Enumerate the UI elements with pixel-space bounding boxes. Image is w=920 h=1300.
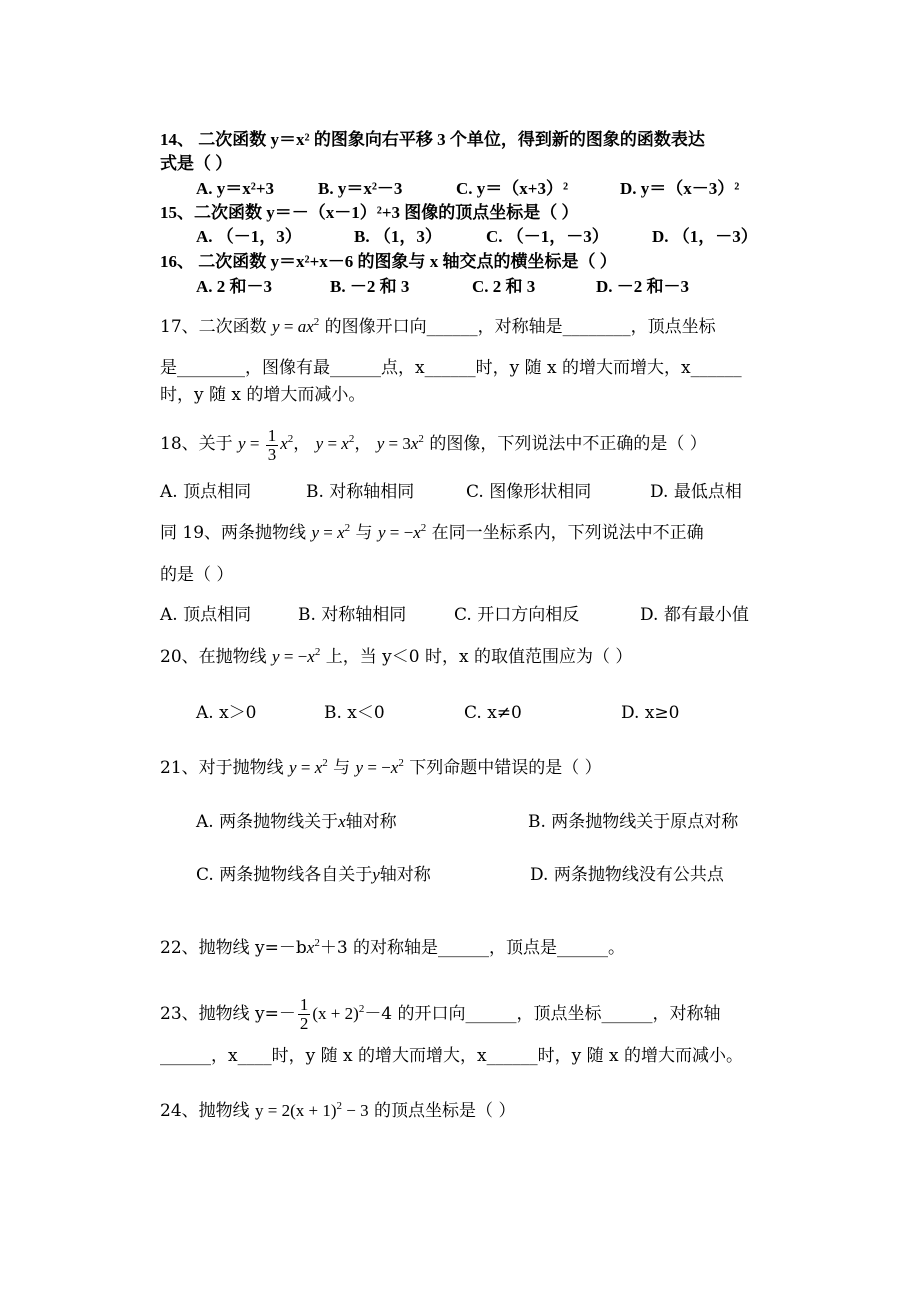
q22-line1: [160, 937, 625, 959]
q15-option-b: B. （1，3）: [354, 227, 442, 246]
q20-option-c: C. x≠0: [464, 703, 522, 723]
q21-prefix: 21、对于抛物线: [160, 758, 284, 778]
q18-fraction-numerator: 1: [267, 425, 277, 445]
q18-option-a: A. 顶点相同: [160, 482, 252, 502]
q15-option-c: C. （－1，－3）: [486, 227, 609, 246]
q20-option-d: D. x≥0: [621, 703, 680, 723]
q21-option-c-prefix: C. 两条抛物线各自关于: [196, 865, 373, 885]
q21-option-a-prefix: A. 两条抛物线关于: [196, 812, 339, 832]
q20-prefix: 20、在抛物线: [160, 647, 267, 667]
q24-equation-part1: y = 2(x + 1): [255, 1101, 337, 1120]
q19-and: 与: [355, 523, 373, 543]
q21-text: 下列命题中错误的是（ ）: [409, 758, 602, 778]
q16-option-c: C. 2 和 3: [472, 277, 536, 296]
q23-fraction-numerator: 1: [299, 995, 309, 1014]
q19-option-c: C. 开口方向相反: [454, 605, 580, 625]
q24-equation-part2: − 3: [346, 1101, 369, 1120]
q22-prefix: 22、抛物线 y=－b: [160, 938, 307, 958]
q18-fraction-denominator: 3: [267, 444, 277, 464]
q23-text: －4 的开口向______，顶点坐标______，对称轴: [364, 1004, 721, 1024]
q18-equation-2: $y = x^2$: [315, 433, 355, 453]
q14-option-b: B. y＝x²－3: [318, 179, 403, 198]
q18-equation-3: $y = 3x^2$: [376, 433, 424, 453]
q21-option-a-suffix: 轴对称: [345, 812, 397, 832]
q14-line1: 14、 二次函数 y＝x² 的图象向右平移 3 个单位，得到新的图象的函数表达: [160, 130, 705, 149]
q24-line1: [160, 1100, 515, 1122]
q22-equation: $x^2$: [306, 937, 320, 957]
q18-text: 的图像，下列说法中不正确的是（ ）: [429, 434, 707, 454]
q14-option-d: D. y＝（x－3）²: [620, 179, 740, 198]
q19-line2: 的是（ ）: [160, 565, 234, 585]
q23-equation-body: (x + 2): [312, 1004, 359, 1023]
q21-equation-2: $y = -x^2$: [355, 757, 404, 777]
q23-line1: [160, 994, 721, 1034]
q16-option-a: A. 2 和－3: [196, 277, 273, 296]
q20-option-a: A. x＞0: [196, 703, 257, 723]
q19-option-b: B. 对称轴相同: [298, 605, 407, 625]
q19-line1: [160, 522, 704, 544]
q23-fraction-denominator: 2: [299, 1014, 309, 1033]
q16-option-b: B. －2 和 3: [330, 277, 410, 296]
q21-line1: [160, 757, 602, 779]
q14-line2: 式是（ ）: [160, 154, 233, 173]
q19-option-d: D. 都有最小值: [640, 605, 749, 625]
q17-line2: 是________，图像有最______点，x______时，y 随 x 的增大而增大，x______: [160, 358, 742, 378]
q16-line1: 16、 二次函数 y＝x²+x－6 的图象与 x 轴交点的横坐标是（ ）: [160, 252, 617, 271]
q17-line1: [160, 316, 716, 338]
q20-equation: $y = -x^2$: [272, 646, 321, 666]
q17-equation: $y = ax^2$: [272, 316, 320, 336]
q15-option-a: A. （－1，3）: [196, 227, 302, 246]
q18-prefix: 18、关于: [160, 434, 233, 454]
q17-line3: 时，y 随 x 的增大而减小。: [160, 385, 366, 405]
q15-line1: 15、二次函数 y＝－（x－1）²+3 图像的顶点坐标是（ ）: [160, 203, 579, 222]
q21-option-c-suffix: 轴对称: [379, 865, 431, 885]
q24-equation: $y = 2(x + 1)^2 - 3$: [255, 1100, 369, 1120]
q23-fraction: [298, 996, 311, 1033]
q18-option-b: B. 对称轴相同: [306, 482, 415, 502]
q22-text: ＋3 的对称轴是______，顶点是______。: [319, 938, 626, 958]
q15-option-d: D. （1，－3）: [652, 227, 758, 246]
q20-text: 上，当 y＜0 时，x 的取值范围应为（ ）: [325, 647, 633, 667]
q19-equation-2: $y = -x^2$: [377, 522, 427, 542]
q21-option-a: [196, 811, 397, 833]
q21-option-d: D. 两条抛物线没有公共点: [530, 865, 724, 885]
q21-option-b: B. 两条抛物线关于原点对称: [528, 812, 739, 832]
q19-text: 在同一坐标系内，下列说法中不正确: [431, 523, 704, 543]
q21-option-c-var: y: [372, 865, 380, 884]
q23-equation: $(x + 2)^2$: [312, 1003, 365, 1023]
q18-option-d: D. 最低点相: [650, 482, 742, 502]
q24-text: 的顶点坐标是（ ）: [374, 1101, 516, 1121]
q19-option-a: A. 顶点相同: [160, 605, 252, 625]
q14-option-c: C. y＝（x+3）²: [456, 179, 569, 198]
q17-prefix: 17、二次函数: [160, 317, 267, 337]
q14-option-a: A. y＝x²+3: [196, 179, 275, 198]
q24-prefix: 24、抛物线: [160, 1101, 250, 1121]
q21-equation-1: $y = x^2$: [289, 757, 328, 777]
q18-option-c: C. 图像形状相同: [466, 482, 592, 502]
q20-line1: [160, 646, 632, 668]
q19-prefix: 同 19、两条抛物线: [160, 523, 307, 543]
q21-and: 与: [333, 758, 351, 778]
q17-text: 的图像开口向______，对称轴是________，顶点坐标: [324, 317, 716, 337]
q16-option-d: D. －2 和－3: [596, 277, 690, 296]
q20-option-b: B. x＜0: [324, 703, 385, 723]
q19-equation-1: $y = x^2$: [311, 522, 351, 542]
q18-line1: 18、关于 y = $\frac{1}{3}$ $x^2$， $y = x^2$， $y = 3x^2$ 的图像，下列说法中不正确的是（ ）: [160, 425, 707, 464]
q18-equation-1: y = $\frac{1}{3}$ $x^2$: [238, 425, 294, 464]
q23-line2: ______，x____时，y 随 x 的增大而增大，x______时，y 随 x 的增大而减小。: [160, 1046, 743, 1066]
q23-prefix: 23、抛物线 y=－: [160, 1004, 296, 1024]
q21-option-c: [196, 864, 431, 886]
q21-option-a-var: x: [338, 812, 346, 831]
